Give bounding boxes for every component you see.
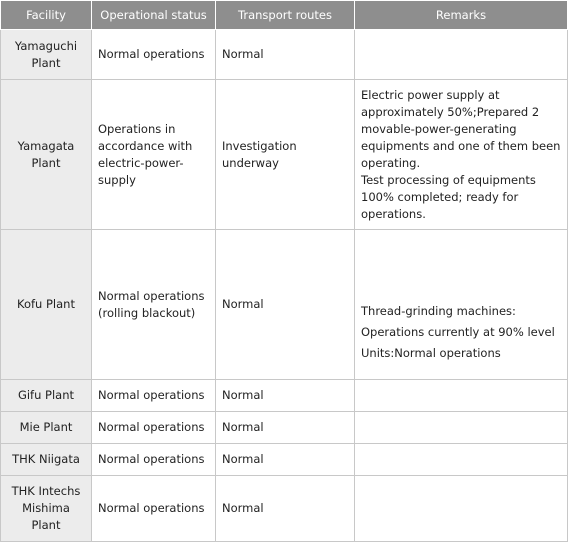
header-remarks: Remarks (355, 1, 568, 30)
remarks-cell (355, 380, 568, 412)
remarks-text: movable-power-generating (361, 121, 517, 136)
transport-text: Normal (222, 501, 264, 515)
transport-text: Normal (222, 388, 264, 402)
status-text: Normal operations (98, 388, 205, 402)
table-row (1, 380, 568, 412)
facility-name-line: Yamaguchi (14, 38, 78, 53)
table-row (1, 230, 568, 380)
remarks-text: Electric power supply at (361, 87, 500, 102)
header-facility: Facility (1, 1, 92, 30)
facility-name-line: Plant (31, 55, 61, 70)
remarks-cell (355, 476, 568, 542)
status-cell (92, 444, 216, 476)
status-cell (92, 230, 216, 380)
status-cell (92, 412, 216, 444)
facility-cell (1, 444, 92, 476)
status-text: (rolling blackout) (98, 305, 196, 320)
facility-name-line: Plant (31, 518, 61, 532)
remarks-cell (355, 30, 568, 80)
remarks-cell (355, 444, 568, 476)
transport-cell (216, 412, 355, 444)
status-text: Normal operations (98, 501, 205, 515)
transport-cell (216, 444, 355, 476)
transport-cell (216, 476, 355, 542)
remarks-text: operating. (361, 155, 421, 170)
transport-text: Normal (222, 297, 264, 311)
facility-cell (1, 30, 92, 80)
transport-cell (216, 380, 355, 412)
header-row (1, 1, 568, 30)
remarks-text: Units:Normal operations (361, 346, 501, 360)
transport-cell (216, 80, 355, 230)
status-text: Operations in (98, 121, 176, 136)
transport-text: Normal (222, 420, 264, 434)
facility-name-line: Mie Plant (19, 420, 73, 434)
table-row (1, 80, 568, 230)
remarks-cell (355, 230, 568, 380)
transport-text: Investigation (222, 138, 297, 153)
status-text: accordance with (98, 138, 193, 153)
facility-cell (1, 380, 92, 412)
status-text: Normal operations (98, 452, 205, 466)
remarks-text: 100% completed; ready for (361, 189, 519, 204)
transport-text: Normal (222, 452, 264, 466)
remarks-text: Thread-grinding machines: (361, 304, 516, 318)
remarks-text: equipments and one of them been (361, 138, 561, 153)
facility-name-line: Plant (31, 155, 61, 170)
table-row (1, 412, 568, 444)
facility-name-line: Kofu Plant (17, 297, 75, 311)
status-text: Normal operations (98, 420, 205, 434)
status-cell (92, 380, 216, 412)
facility-name-line: THK Niigata (12, 452, 80, 466)
table-row (1, 30, 568, 80)
table-row (1, 444, 568, 476)
status-text: supply (98, 172, 136, 187)
status-text: electric-power- (98, 155, 184, 170)
facility-name-line: Mishima (22, 501, 70, 515)
header-operational-status: Operational status (92, 1, 216, 30)
transport-text: Normal (222, 47, 264, 61)
remarks-text: approximately 50%;Prepared 2 (361, 104, 540, 119)
remarks-cell (355, 80, 568, 230)
facility-cell (1, 230, 92, 380)
transport-cell (216, 230, 355, 380)
status-text: Normal operations (98, 47, 205, 61)
remarks-text: operations. (361, 206, 426, 221)
facility-cell (1, 412, 92, 444)
facility-cell (1, 80, 92, 230)
facility-cell (1, 476, 92, 542)
remarks-cell (355, 412, 568, 444)
facility-name-line: Gifu Plant (17, 388, 75, 402)
facility-name-line: THK Intechs (11, 484, 81, 498)
transport-text: underway (222, 155, 279, 170)
status-cell (92, 476, 216, 542)
remarks-text: Test processing of equipments (361, 172, 536, 187)
status-text: Normal operations (98, 288, 205, 303)
transport-cell (216, 30, 355, 80)
table-row (1, 476, 568, 542)
status-cell (92, 30, 216, 80)
status-cell (92, 80, 216, 230)
header-transport-routes: Transport routes (216, 1, 355, 30)
facility-name-line: Yamagata (17, 138, 75, 153)
remarks-text: Operations currently at 90% level (361, 325, 555, 339)
